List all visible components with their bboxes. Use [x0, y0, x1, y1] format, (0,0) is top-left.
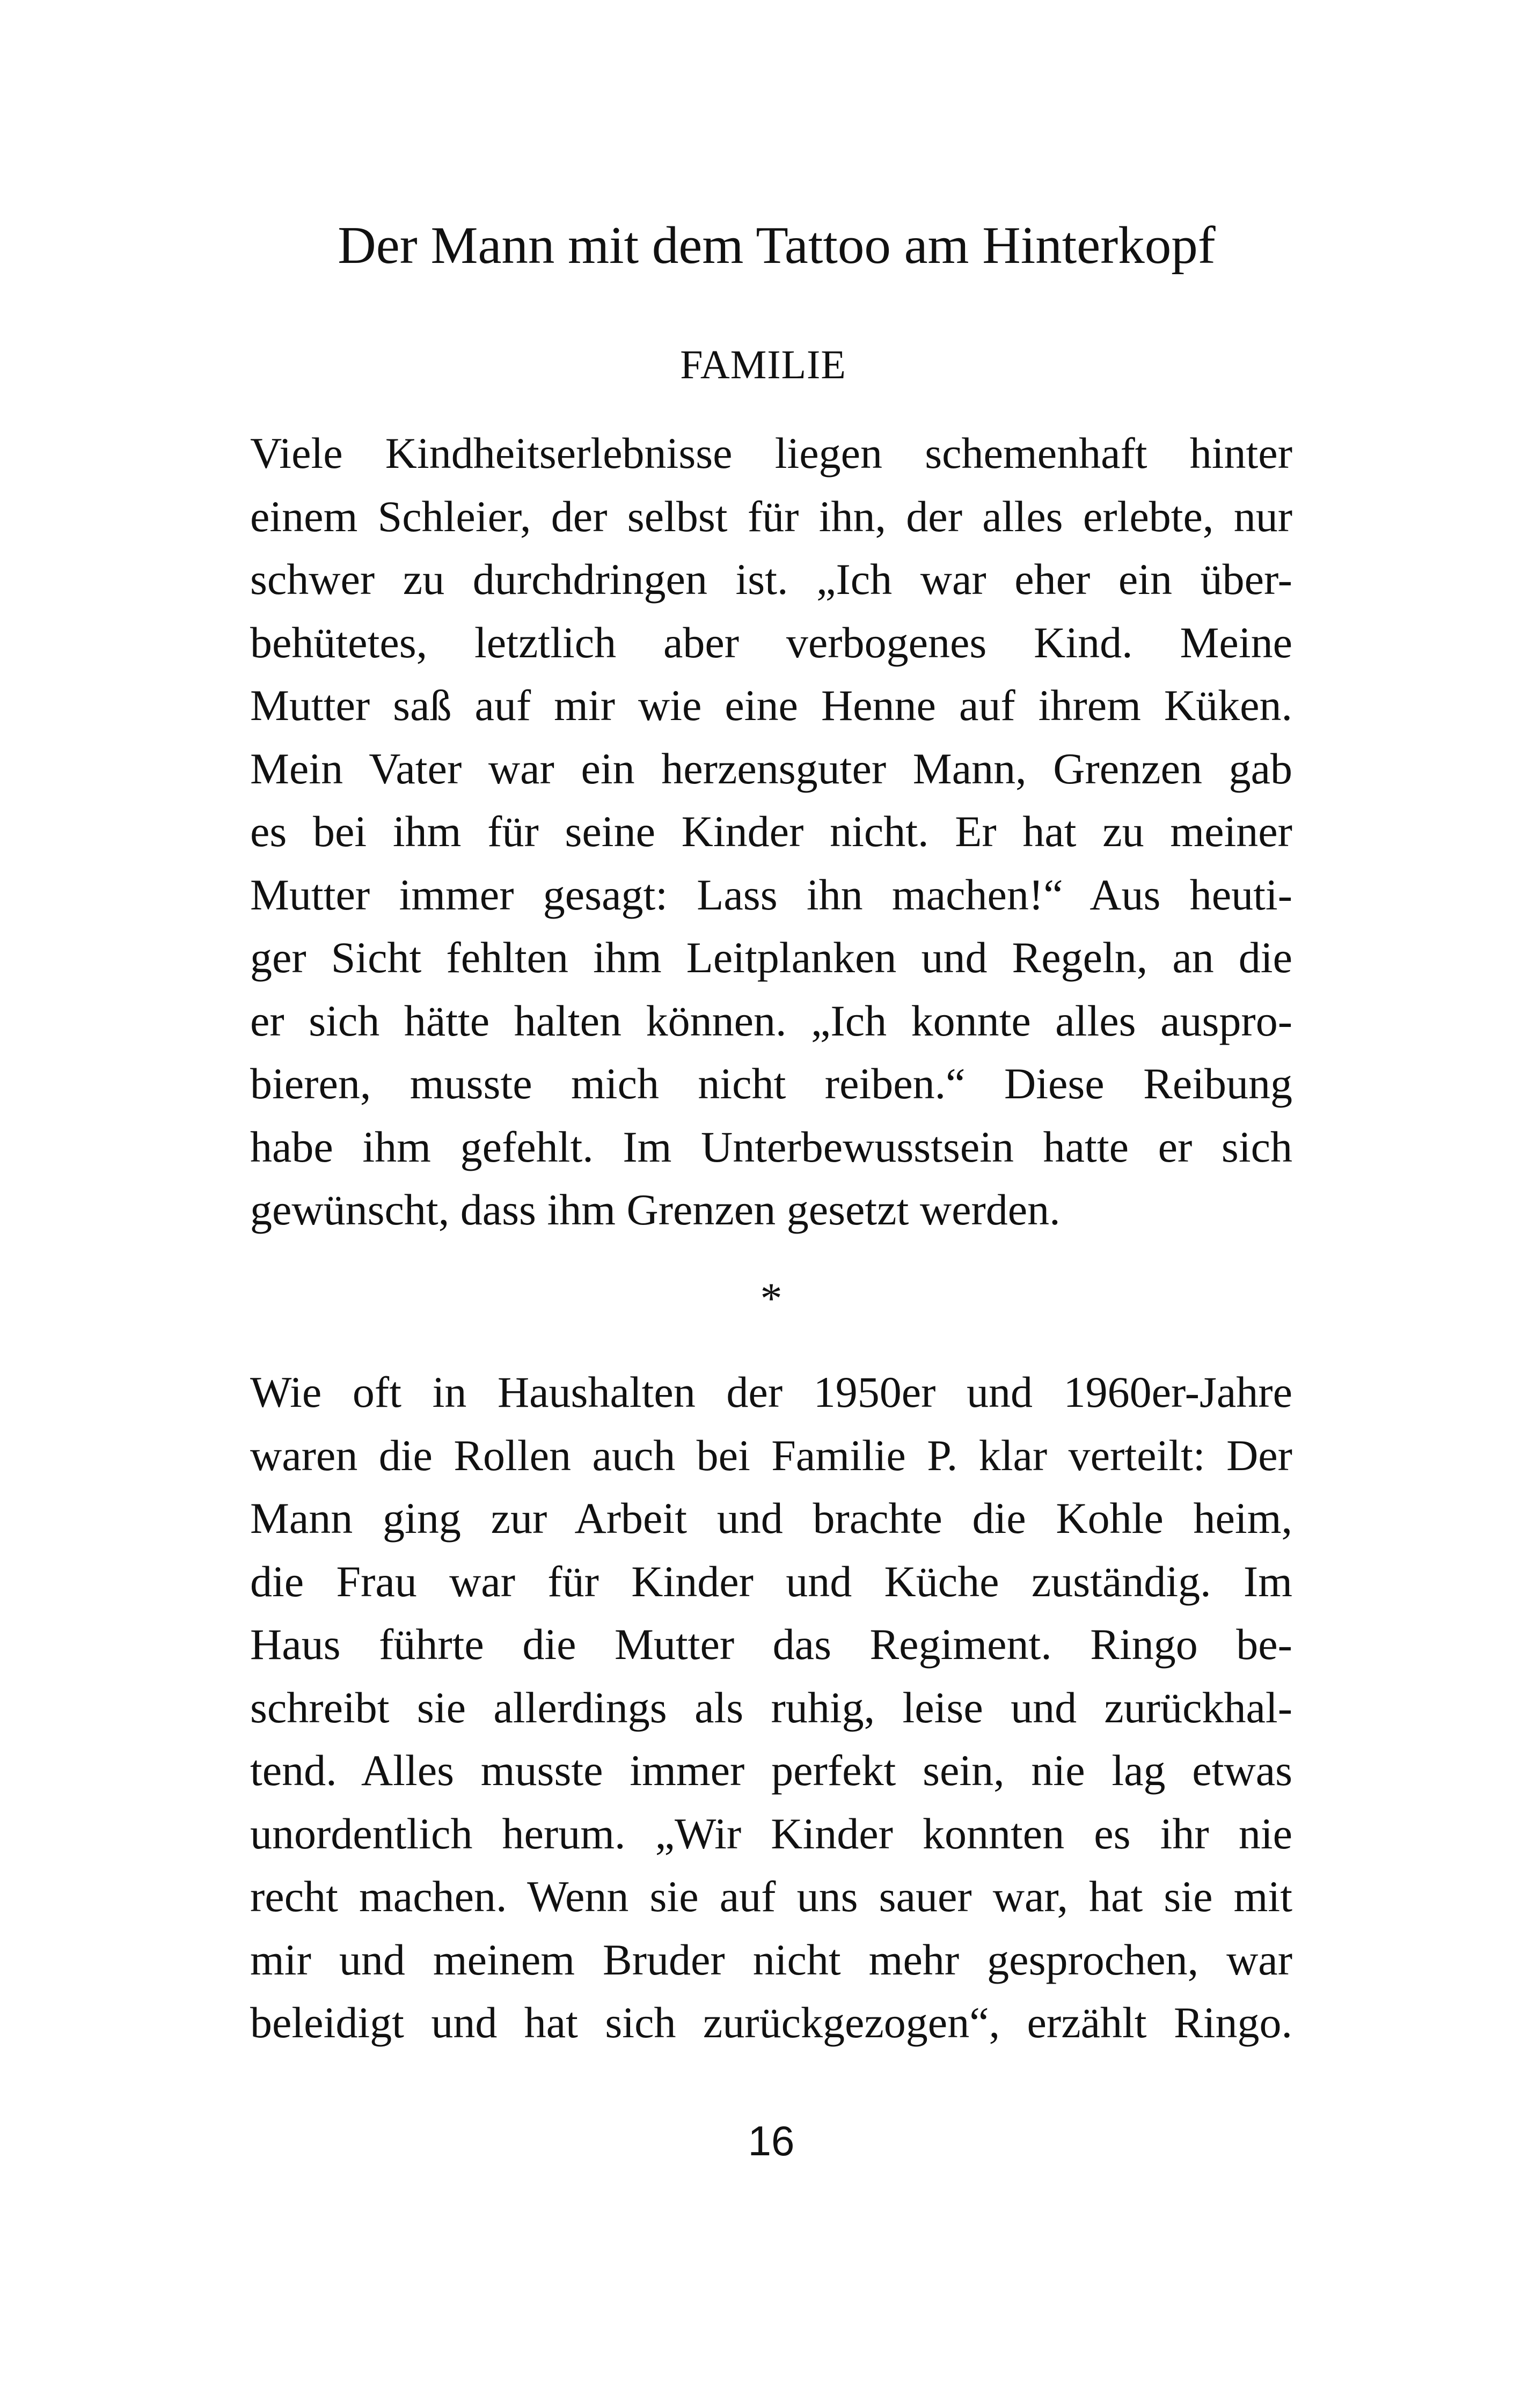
text-line: Haus führte die Mutter das Regiment. Ringo be-: [250, 1620, 1292, 1669]
text-line: habe ihm gefehlt. Im Unterbewusstsein hatte er sich: [250, 1122, 1292, 1171]
text-line: mir und meinem Bruder nicht mehr gesprochen, war: [250, 1935, 1292, 1984]
text-line: er sich hätte halten können. „Ich konnte alles auspro-: [250, 996, 1292, 1045]
chapter-title: FAMILIE: [680, 342, 846, 387]
text-line: beleidigt und hat sich zurückgezogen“, erzählt Ringo.: [250, 1998, 1292, 2047]
text-line: ger Sicht fehlten ihm Leitplanken und Regeln, an die: [250, 933, 1292, 982]
text-line: schwer zu durchdringen ist. „Ich war eher ein über-: [250, 555, 1292, 604]
page-number: 16: [748, 2117, 795, 2164]
text-line: tend. Alles musste immer perfekt sein, nie lag etwas: [250, 1746, 1292, 1795]
text-line: bieren, musste mich nicht reiben.“ Diese Reibung: [250, 1059, 1292, 1108]
paragraph-1: [250, 422, 1292, 1242]
text-line: Wie oft in Haushalten der 1950er und 1960er-Jahre: [250, 1368, 1292, 1416]
text-line: waren die Rollen auch bei Familie P. klar verteilt: Der: [250, 1430, 1292, 1480]
text-line: recht machen. Wenn sie auf uns sauer war, hat sie mit: [250, 1872, 1292, 1921]
text-line: einem Schleier, der selbst für ihn, der alles erlebte, nur: [250, 491, 1292, 541]
paragraph-2: [250, 1361, 1292, 2054]
text-line: die Frau war für Kinder und Küche zuständig. Im: [250, 1557, 1292, 1606]
text-line: Viele Kindheitserlebnisse liegen schemenhaft hinter: [250, 429, 1292, 478]
text-line: behütetes, letztlich aber verbogenes Kind. Meine: [250, 618, 1292, 667]
text-line: Mein Vater war ein herzensguter Mann, Grenzen gab: [250, 744, 1292, 793]
running-head-title: Der Mann mit dem Tattoo am Hinterkopf: [338, 216, 1216, 275]
text-line: es bei ihm für seine Kinder nicht. Er hat zu meiner: [250, 807, 1292, 856]
text-line: Mutter saß auf mir wie eine Henne auf ihrem Küken.: [250, 681, 1292, 730]
text-line: gewünscht, dass ihm Grenzen gesetzt werden.: [250, 1185, 1061, 1234]
text-line: schreibt sie allerdings als ruhig, leise und zurückhal-: [250, 1683, 1292, 1732]
text-line: unordentlich herum. „Wir Kinder konnten es ihr nie: [250, 1809, 1292, 1858]
section-separator: *: [760, 1274, 783, 1323]
text-line: Mutter immer gesagt: Lass ihn machen!“ Aus heuti-: [250, 870, 1292, 919]
text-line: Mann ging zur Arbeit und brachte die Kohle heim,: [250, 1494, 1292, 1543]
